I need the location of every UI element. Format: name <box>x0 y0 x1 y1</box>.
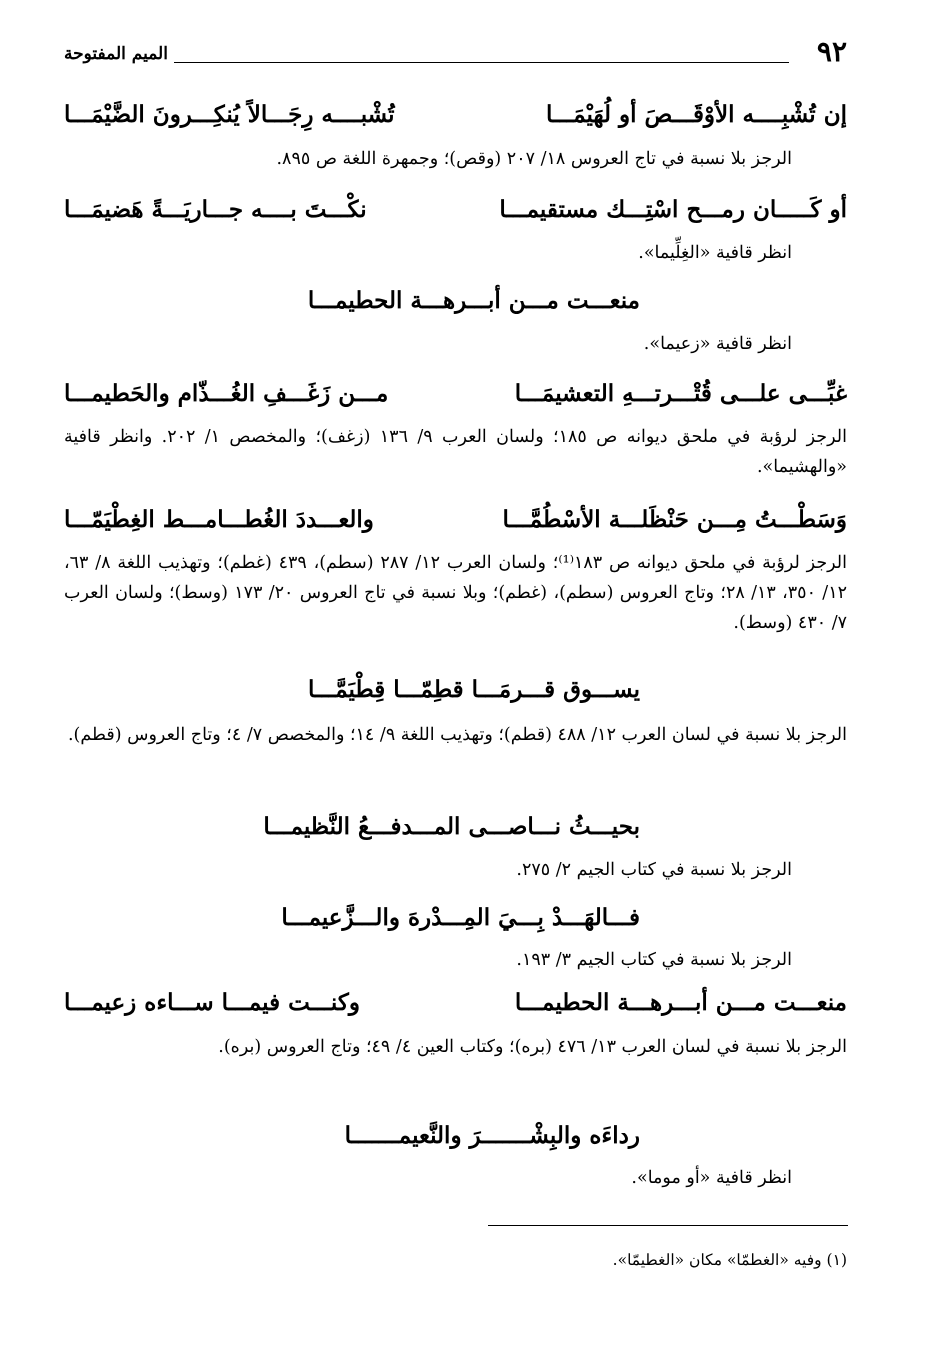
citation-note: الرجز بلا نسبة في كتاب الجيم ٣/ ١٩٣. <box>516 950 792 970</box>
verse-line <box>64 500 847 540</box>
citation-note: انظر قافية «أو موما». <box>631 1168 792 1188</box>
running-title: الميم المفتوحة <box>64 44 168 64</box>
citation-note: انظر قافية «زعيما». <box>643 334 792 354</box>
citation-note: الرجز بلا نسبة في كتاب الجيم ٢/ ٢٧٥. <box>516 860 792 880</box>
citation-note: الرجز بلا نسبة في لسان العرب ١٢/ ٤٨٨ (قطم)؛ وتهذيب اللغة ٩/ ١٤؛ والمخصص ٧/ ٤؛ وتاج العروس (قطم). <box>67 725 847 745</box>
verse-first-hemistich: وَسَطْـــتُ مِـــن حَنْظَلـــة الأسْطُمَّـــا <box>502 506 847 533</box>
verse-line-single: فـــالهَـــدْ بِـــيَ المِـــدْرهَ والـــزَّعيمـــا <box>281 904 640 931</box>
verse-second-hemistich: وكنـــت فيمـــا ســـاءه زعيمـــا <box>64 989 360 1016</box>
verse-first-hemistich: أو كَـــــان رمـــح اسْتِـــك مستقيمـــا <box>499 196 847 223</box>
verse-first-hemistich: غبِّـــى علـــى قُتْـــرتـــهِ التعشيمَـــا <box>514 380 847 407</box>
verse-line <box>64 190 847 230</box>
footnote: (١) وفيه «الغطمّا» مكان «الغطيمّا». <box>612 1251 847 1269</box>
verse-line-single: بحيـــثُ نـــاصـــى المـــدفـــعُ النَّظيمـــا <box>263 813 640 840</box>
verse-first-hemistich: منعـــت مـــن أبـــرهـــة الحطيمـــا <box>514 989 847 1016</box>
verse-line <box>64 374 847 414</box>
verse-line <box>64 983 847 1023</box>
verse-second-hemistich: تُشْبــــه رِجَـــالاً يُنكِـــرونَ الضَّيْمَـــا <box>64 101 395 128</box>
page-header <box>64 34 847 74</box>
verse-line-single: يســـوق قـــرمَـــا قطِمّـــا قِطْيَمَّـــا <box>307 676 640 703</box>
citation-note: الرجز بلا نسبة في لسان العرب ١٣/ ٤٧٦ (بره)؛ وكتاب العين ٤/ ٤٩؛ وتاج العروس (بره). <box>218 1037 847 1057</box>
verse-line-single: منعـــت مـــن أبـــرهـــة الحطيمـــا <box>307 287 640 314</box>
citation-note: الرجز لرؤبة في ملحق ديوانه ص ١٨٥؛ ولسان العرب ٩/ ١٣٦ (زغف)؛ والمخصص ١/ ٢٠٢. وانظر قافية «والهشيما». <box>64 427 847 477</box>
verse-line-single: رداءَه والبِشْـــــــرَ والنَّعيمـــــــا <box>344 1122 640 1149</box>
citation-note: الرجز بلا نسبة في تاج العروس ١٨/ ٢٠٧ (وقص)؛ وجمهرة اللغة ص ٨٩٥. <box>276 149 792 169</box>
verse-first-hemistich: إن تُشْبِــــه الأوْقَـــصَ أو لُهَيْمَـــا <box>545 101 847 128</box>
verse-line <box>64 95 847 135</box>
verse-second-hemistich: مـــن زَغَـــفِ الغُـــذّام والحَطيمـــا <box>64 380 389 407</box>
footnote-rule <box>488 1225 848 1226</box>
verse-second-hemistich: والعـــددَ الغُطـــامـــط الغِطْيَمّـــا <box>64 506 374 533</box>
header-rule <box>174 62 789 63</box>
verse-second-hemistich: نكْـــتَ بــــه جـــاريَـــةً هَضيمَـــا <box>64 196 367 223</box>
citation-note: انظر قافية «الغِلِّيما». <box>638 243 792 263</box>
page-number: ٩٢ <box>816 35 847 68</box>
citation-note: الرجز لرؤبة في ملحق ديوانه ص ١٨٣⁽¹⁾؛ ولسان العرب ١٢/ ٢٨٧ (سطم)، ٤٣٩ (غطم)؛ وتهذيب اللغة ٨/ ٦٣، ١٢/ ٣٥٠، ١٣/ ٢٨؛ وتاج العروس (سطم)، (غطم)؛ وبلا نسبة في تاج العروس ٢٠/ ١٧٣ (وسط)؛ ولسان العرب ٧/ ٤٣٠ (وسط). <box>64 553 848 633</box>
